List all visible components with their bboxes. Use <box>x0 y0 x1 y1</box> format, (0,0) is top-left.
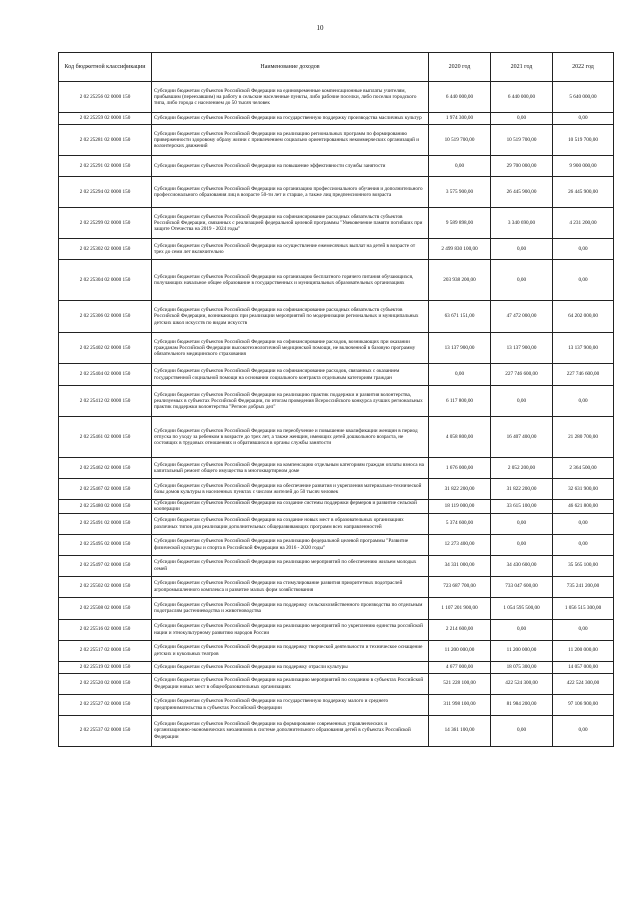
code-cell: 2 02 25467 02 0000 150 <box>59 479 152 500</box>
code-cell: 2 02 25304 02 0000 150 <box>59 260 152 301</box>
value-2020-cell: 34 331 000,00 <box>429 555 491 576</box>
code-cell: 2 02 25404 02 0000 150 <box>59 364 152 386</box>
value-2020-cell: 31 822 200,00 <box>429 479 491 500</box>
value-2022-cell: 97 106 900,00 <box>553 694 614 715</box>
name-cell: Субсидии бюджетам субъектов Российской Федерации на переобучение и повышение квалификации женщин в период отпуска по уходу за ребенком в возрасте до трех лет, а также женщин, имеющих детей дошкольного возраста, не состоящих в трудовых отношениях и обратившихся в органы службы занятости <box>152 417 429 458</box>
value-2022-cell: 26 445 900,00 <box>553 177 614 208</box>
table-row <box>59 333 614 364</box>
code-cell: 2 02 25259 02 0000 150 <box>59 113 152 125</box>
value-2022-cell: 11 200 000,00 <box>553 640 614 661</box>
table-row <box>59 576 614 597</box>
code-cell: 2 02 25491 02 0000 150 <box>59 513 152 534</box>
code-cell: 2 02 25402 02 0000 150 <box>59 333 152 364</box>
value-2021-cell: 0,00 <box>491 260 553 301</box>
table-row <box>59 619 614 640</box>
name-cell: Субсидии бюджетам субъектов Российской Федерации на поддержку отрасли культуры <box>152 661 429 673</box>
value-2022-cell: 0,00 <box>553 513 614 534</box>
value-2022-cell: 0,00 <box>553 113 614 125</box>
code-cell: 2 02 25520 02 0000 150 <box>59 673 152 694</box>
table-row <box>59 500 614 514</box>
name-cell: Субсидии бюджетам субъектов Российской Федерации на реализацию мероприятий по укреплению единства российской нации и этнокультурному развитию народов России <box>152 619 429 640</box>
name-cell: Субсидии бюджетам субъектов Российской Федерации на государственную поддержку производства масличных культур <box>152 113 429 125</box>
table-row <box>59 597 614 619</box>
value-2020-cell: 1 107 201 900,00 <box>429 597 491 619</box>
value-2021-cell: 227 746 600,00 <box>491 364 553 386</box>
name-cell: Субсидии бюджетам субъектов Российской Федерации на создание системы поддержки фермеров и развитие сельской кооперации <box>152 500 429 514</box>
value-2020-cell: 4 677 000,00 <box>429 661 491 673</box>
value-2020-cell: 4 058 800,00 <box>429 417 491 458</box>
code-cell: 2 02 25495 02 0000 150 <box>59 534 152 555</box>
value-2021-cell: 422 524 300,00 <box>491 673 553 694</box>
code-cell: 2 02 25302 02 0000 150 <box>59 239 152 260</box>
name-cell: Субсидии бюджетам субъектов Российской Федерации на поддержку творческой деятельности и техническое оснащение детских и кукольных театров <box>152 640 429 661</box>
column-header-2022: 2022 год <box>553 53 614 82</box>
value-2020-cell: 11 200 000,00 <box>429 640 491 661</box>
name-cell: Субсидии бюджетам субъектов Российской Федерации на повышение эффективности службы занятости <box>152 156 429 177</box>
table-row <box>59 673 614 694</box>
value-2021-cell: 13 137 900,00 <box>491 333 553 364</box>
name-cell: Субсидии бюджетам субъектов Российской Федерации на софинансирование расходных обязательств субъектов Российской Федерации, связанных с реализацией федеральной целевой программы "Увековечение памяти погибших при защите Отечества на 2019 - 2024 годы" <box>152 208 429 239</box>
value-2021-cell: 11 200 000,00 <box>491 640 553 661</box>
name-cell: Субсидии бюджетам субъектов Российской Федерации на реализацию региональных программ по формированию приверженности здоровому образу жизни с привлечением социально ориентированных некоммерческих организаций и волонтерских движений <box>152 125 429 156</box>
value-2021-cell: 0,00 <box>491 513 553 534</box>
value-2021-cell: 1 054 595 500,00 <box>491 597 553 619</box>
code-cell: 2 02 25517 02 0000 150 <box>59 640 152 661</box>
table-row <box>59 640 614 661</box>
value-2022-cell: 0,00 <box>553 715 614 746</box>
table-body <box>59 82 614 747</box>
value-2021-cell: 733 047 600,00 <box>491 576 553 597</box>
value-2022-cell: 0,00 <box>553 386 614 417</box>
value-2022-cell: 9 900 000,00 <box>553 156 614 177</box>
value-2020-cell: 6 440 000,00 <box>429 82 491 113</box>
code-cell: 2 02 25256 02 0000 150 <box>59 82 152 113</box>
value-2020-cell: 203 938 200,00 <box>429 260 491 301</box>
value-2022-cell: 46 621 800,00 <box>553 500 614 514</box>
table-row <box>59 364 614 386</box>
code-cell: 2 02 25508 02 0000 150 <box>59 597 152 619</box>
value-2022-cell: 0,00 <box>553 239 614 260</box>
value-2021-cell: 6 440 000,00 <box>491 82 553 113</box>
table-row <box>59 125 614 156</box>
code-cell: 2 02 25306 02 0000 150 <box>59 301 152 333</box>
name-cell: Субсидии бюджетам субъектов Российской Федерации на формирование современных управленческих и организационно-экономических механизмов в системе дополнительного образования детей в субъектах Российской Федерации <box>152 715 429 746</box>
table-row <box>59 479 614 500</box>
value-2022-cell: 4 231 200,00 <box>553 208 614 239</box>
value-2020-cell: 2 214 600,00 <box>429 619 491 640</box>
name-cell: Субсидии бюджетам субъектов Российской Федерации на осуществление ежемесячных выплат на детей в возрасте от трех до семи лет включительно <box>152 239 429 260</box>
code-cell: 2 02 25461 02 0000 150 <box>59 417 152 458</box>
value-2021-cell: 0,00 <box>491 619 553 640</box>
table-row <box>59 301 614 333</box>
code-cell: 2 02 25502 02 0000 150 <box>59 576 152 597</box>
code-cell: 2 02 25291 02 0000 150 <box>59 156 152 177</box>
table-row <box>59 715 614 746</box>
table-row <box>59 555 614 576</box>
name-cell: Субсидии бюджетам субъектов Российской Федерации на софинансирование расходов, связанных с оказанием государственной социальной помощи на основании социального контракта отдельным категориям граждан <box>152 364 429 386</box>
value-2022-cell: 13 137 900,00 <box>553 333 614 364</box>
value-2021-cell: 31 822 200,00 <box>491 479 553 500</box>
value-2021-cell: 0,00 <box>491 113 553 125</box>
name-cell: Субсидии бюджетам субъектов Российской Федерации на реализацию мероприятий по обеспечению жильем молодых семей <box>152 555 429 576</box>
column-header-2021: 2021 год <box>491 53 553 82</box>
column-header-name: Наименование доходов <box>152 53 429 82</box>
value-2022-cell: 227 746 600,00 <box>553 364 614 386</box>
value-2020-cell: 14 361 100,00 <box>429 715 491 746</box>
code-cell: 2 02 25516 02 0000 150 <box>59 619 152 640</box>
table-row <box>59 156 614 177</box>
table-row <box>59 260 614 301</box>
name-cell: Субсидии бюджетам субъектов Российской Федерации на софинансирование расходов, возникающих при оказании гражданам Российской Федерации высокотехнологичной медицинской помощи, не включенной в базовую программу обязательного медицинского страхования <box>152 333 429 364</box>
value-2020-cell: 6 117 800,00 <box>429 386 491 417</box>
page-number: 10 <box>316 24 324 32</box>
code-cell: 2 02 25412 02 0000 150 <box>59 386 152 417</box>
name-cell: Субсидии бюджетам субъектов Российской Федерации на поддержку сельскохозяйственного производства по отдельным подотраслям растениеводства и животноводства <box>152 597 429 619</box>
name-cell: Субсидии бюджетам субъектов Российской Федерации на софинансирование расходных обязательств субъектов Российской Федерации, возникающих при реализации мероприятий по модернизации региональных и муниципальных детских школ искусств по видам искусств <box>152 301 429 333</box>
value-2020-cell: 63 671 151,00 <box>429 301 491 333</box>
value-2021-cell: 0,00 <box>491 386 553 417</box>
value-2020-cell: 1 676 000,00 <box>429 458 491 479</box>
table-row <box>59 113 614 125</box>
table-row <box>59 458 614 479</box>
code-cell: 2 02 25281 02 0000 150 <box>59 125 152 156</box>
name-cell: Субсидии бюджетам субъектов Российской Федерации на компенсацию отдельным категориям граждан оплаты взноса на капитальный ремонт общего имущества в многоквартирном доме <box>152 458 429 479</box>
value-2022-cell: 0,00 <box>553 260 614 301</box>
name-cell: Субсидии бюджетам субъектов Российской Федерации на организацию профессионального обучения и дополнительного профессионального образования лиц в возрасте 50-ти лет и старше, а также лиц предпенсионного возраста <box>152 177 429 208</box>
value-2021-cell: 81 984 200,00 <box>491 694 553 715</box>
value-2021-cell: 0,00 <box>491 715 553 746</box>
value-2021-cell: 0,00 <box>491 534 553 555</box>
table-row <box>59 239 614 260</box>
value-2020-cell: 13 137 900,00 <box>429 333 491 364</box>
table-header-row <box>59 53 614 82</box>
name-cell: Субсидии бюджетам субъектов Российской Федерации на стимулирование развития приоритетных подотраслей агропромышленного комплекса и развитие малых форм хозяйствования <box>152 576 429 597</box>
value-2021-cell: 16 407 400,00 <box>491 417 553 458</box>
name-cell: Субсидии бюджетам субъектов Российской Федерации на обеспечение развития и укрепления материально-технической базы домов культуры в населенных пунктах с числом жителей до 50 тысяч человек <box>152 479 429 500</box>
value-2020-cell: 3 575 900,00 <box>429 177 491 208</box>
code-cell: 2 02 25294 02 0000 150 <box>59 177 152 208</box>
code-cell: 2 02 25480 02 0000 150 <box>59 500 152 514</box>
value-2020-cell: 12 273 400,00 <box>429 534 491 555</box>
name-cell: Субсидии бюджетам субъектов Российской Федерации на государственную поддержку малого и среднего предпринимательства в субъектах Российской Федерации <box>152 694 429 715</box>
code-cell: 2 02 25497 02 0000 150 <box>59 555 152 576</box>
column-header-code: Код бюджетной классификации <box>59 53 152 82</box>
code-cell: 2 02 25537 02 0000 150 <box>59 715 152 746</box>
name-cell: Субсидии бюджетам субъектов Российской Федерации на реализацию федеральной целевой программы "Развитие физической культуры и спорта в Российской Федерации на 2016 - 2020 годы" <box>152 534 429 555</box>
table-row <box>59 208 614 239</box>
value-2022-cell: 32 631 900,00 <box>553 479 614 500</box>
value-2022-cell: 21 280 700,00 <box>553 417 614 458</box>
value-2021-cell: 3 340 690,00 <box>491 208 553 239</box>
value-2022-cell: 1 056 515 300,00 <box>553 597 614 619</box>
table-row <box>59 661 614 673</box>
code-cell: 2 02 25462 02 0000 150 <box>59 458 152 479</box>
value-2021-cell: 47 472 000,00 <box>491 301 553 333</box>
name-cell: Субсидии бюджетам субъектов Российской Федерации на единовременные компенсационные выплаты учителям, прибывшим (переехавшим) на работу в сельские населенные пункты, либо рабочие поселки, либо поселки городского типа, либо города с населением до 50 тысяч человек <box>152 82 429 113</box>
value-2020-cell: 1 974 300,00 <box>429 113 491 125</box>
value-2022-cell: 10 519 700,00 <box>553 125 614 156</box>
name-cell: Субсидии бюджетам субъектов Российской Федерации на создание новых мест в образовательных организациях различных типов для реализации дополнительных общеразвивающих программ всех направленностей <box>152 513 429 534</box>
value-2022-cell: 0,00 <box>553 619 614 640</box>
code-cell: 2 02 25519 02 0000 150 <box>59 661 152 673</box>
code-cell: 2 02 25527 02 0000 150 <box>59 694 152 715</box>
value-2022-cell: 5 640 000,00 <box>553 82 614 113</box>
value-2022-cell: 35 565 100,00 <box>553 555 614 576</box>
value-2020-cell: 0,00 <box>429 156 491 177</box>
value-2020-cell: 723 687 700,00 <box>429 576 491 597</box>
value-2021-cell: 29 700 000,00 <box>491 156 553 177</box>
value-2020-cell: 311 998 100,00 <box>429 694 491 715</box>
value-2020-cell: 18 119 000,00 <box>429 500 491 514</box>
code-cell: 2 02 25299 02 0000 150 <box>59 208 152 239</box>
table-row <box>59 513 614 534</box>
value-2022-cell: 0,00 <box>553 534 614 555</box>
column-header-2020: 2020 год <box>429 53 491 82</box>
table-row <box>59 82 614 113</box>
value-2020-cell: 9 589 898,00 <box>429 208 491 239</box>
name-cell: Субсидии бюджетам субъектов Российской Федерации на организацию бесплатного горячего питания обучающихся, получающих начальное общее образование в государственных и муниципальных образовательных организациях <box>152 260 429 301</box>
name-cell: Субсидии бюджетам субъектов Российской Федерации на реализацию практик поддержки и развития волонтерства, реализуемых в субъектах Российской Федерации, по итогам проведения Всероссийского конкурса лучших региональных практик поддержки волонтерства "Регион добрых дел" <box>152 386 429 417</box>
table-row <box>59 534 614 555</box>
value-2020-cell: 5 374 600,00 <box>429 513 491 534</box>
value-2022-cell: 14 057 000,00 <box>553 661 614 673</box>
value-2022-cell: 422 524 300,00 <box>553 673 614 694</box>
value-2021-cell: 18 075 300,00 <box>491 661 553 673</box>
value-2021-cell: 10 519 700,00 <box>491 125 553 156</box>
value-2022-cell: 64 202 000,00 <box>553 301 614 333</box>
table-row <box>59 177 614 208</box>
table-row <box>59 417 614 458</box>
value-2020-cell: 10 519 700,00 <box>429 125 491 156</box>
value-2022-cell: 2 364 500,00 <box>553 458 614 479</box>
name-cell: Субсидии бюджетам субъектов Российской Федерации на реализацию мероприятий по созданию в субъектах Российской Федерации новых мест в общеобразовательных организациях <box>152 673 429 694</box>
value-2021-cell: 26 445 900,00 <box>491 177 553 208</box>
value-2021-cell: 2 052 200,00 <box>491 458 553 479</box>
table-row <box>59 694 614 715</box>
value-2022-cell: 735 241 200,00 <box>553 576 614 597</box>
table-row <box>59 386 614 417</box>
value-2021-cell: 0,00 <box>491 239 553 260</box>
revenue-table <box>58 52 614 747</box>
value-2020-cell: 0,00 <box>429 364 491 386</box>
value-2021-cell: 33 615 100,00 <box>491 500 553 514</box>
value-2020-cell: 521 228 100,00 <box>429 673 491 694</box>
value-2020-cell: 2 499 830 100,00 <box>429 239 491 260</box>
value-2021-cell: 34 430 600,00 <box>491 555 553 576</box>
